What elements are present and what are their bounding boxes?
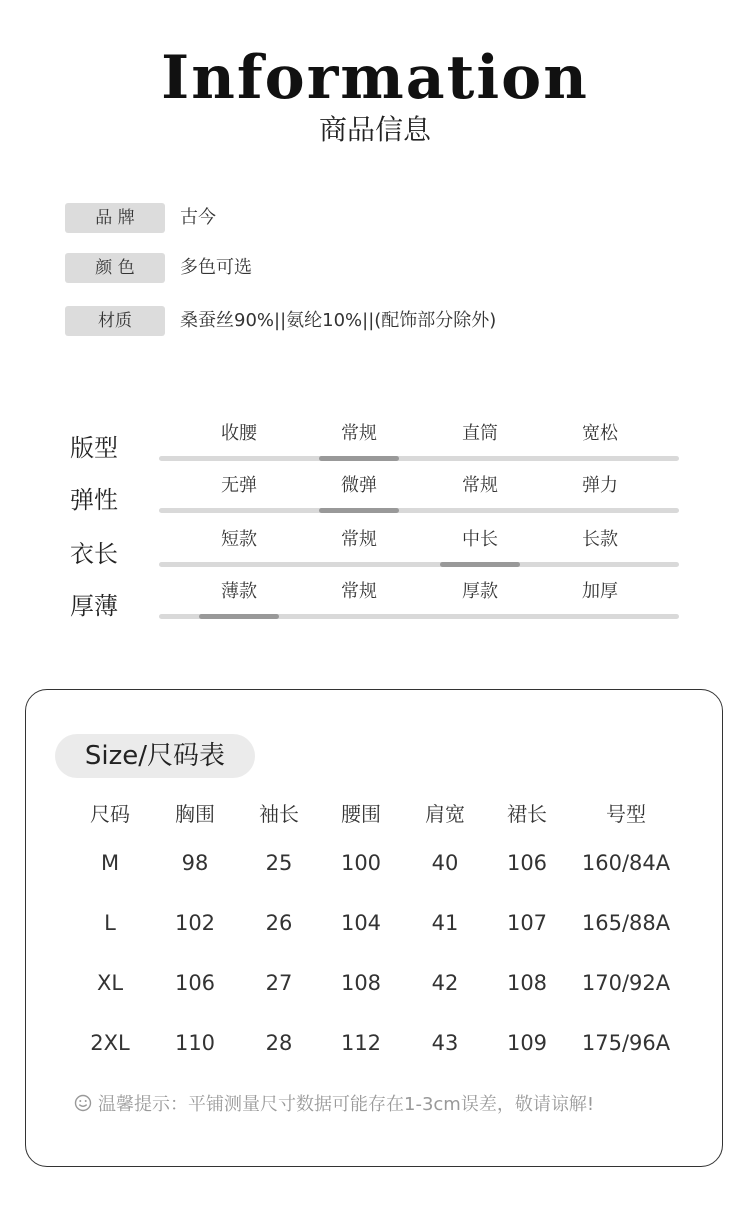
attribute-option: 常规 xyxy=(341,529,377,550)
size-table-header: 腰围 xyxy=(341,802,381,826)
attribute-option: 中长 xyxy=(462,529,498,550)
smiley-icon xyxy=(74,1094,92,1117)
info-value: 桑蚕丝90%||氨纶10%||(配饰部分除外) xyxy=(180,310,497,331)
size-table-header: 袖长 xyxy=(259,802,299,826)
size-table-cell: 42 xyxy=(431,971,459,995)
size-table-header: 裙长 xyxy=(507,802,547,826)
size-table-cell: 25 xyxy=(265,851,293,875)
size-chart-title: Size/尺码表 xyxy=(55,734,255,778)
attribute-option: 长款 xyxy=(582,529,618,550)
title-chinese: 商品信息 xyxy=(318,113,431,146)
size-table-header: 号型 xyxy=(606,802,646,826)
size-table-cell: 109 xyxy=(506,1031,548,1055)
size-table-cell: 170/92A xyxy=(581,971,671,995)
attribute-option: 收腰 xyxy=(221,423,257,444)
attribute-selected-marker xyxy=(319,456,399,461)
size-table-cell: 43 xyxy=(431,1031,459,1055)
size-table-cell: 106 xyxy=(174,971,216,995)
size-table-cell: 26 xyxy=(265,911,293,935)
size-table-cell: 106 xyxy=(506,851,548,875)
size-table-cell: 112 xyxy=(340,1031,382,1055)
size-table-cell: 98 xyxy=(181,851,209,875)
attribute-option: 直筒 xyxy=(462,423,498,444)
attribute-row xyxy=(0,580,750,630)
size-table-header: 肩宽 xyxy=(425,802,465,826)
attribute-track xyxy=(159,562,679,567)
info-label: 品 牌 xyxy=(65,203,165,233)
size-table-cell: L xyxy=(104,911,116,935)
attribute-selected-marker xyxy=(319,508,399,513)
size-table-cell: 104 xyxy=(340,911,382,935)
measurement-tip xyxy=(74,1090,594,1117)
attribute-selected-marker xyxy=(440,562,520,567)
size-table-cell: 110 xyxy=(174,1031,216,1055)
info-value: 多色可选 xyxy=(180,257,252,278)
attribute-option: 常规 xyxy=(341,581,377,602)
size-table-cell: 108 xyxy=(340,971,382,995)
info-label: 颜 色 xyxy=(65,253,165,283)
attribute-label: 版型 xyxy=(70,434,118,462)
size-table-cell: 107 xyxy=(506,911,548,935)
size-chart-card xyxy=(25,689,723,1167)
size-table-cell: 160/84A xyxy=(581,851,671,875)
title-english: Information xyxy=(161,43,589,113)
size-table-cell: XL xyxy=(96,971,124,995)
size-table-cell: 175/96A xyxy=(581,1031,671,1055)
size-table-header: 胸围 xyxy=(175,802,215,826)
attribute-option: 厚款 xyxy=(462,581,498,602)
attribute-row xyxy=(0,474,750,524)
attribute-track xyxy=(159,456,679,461)
attribute-option: 宽松 xyxy=(582,423,618,444)
info-label: 材质 xyxy=(65,306,165,336)
attribute-option: 常规 xyxy=(341,423,377,444)
attribute-option: 薄款 xyxy=(221,581,257,602)
attribute-track xyxy=(159,508,679,513)
attribute-option: 无弹 xyxy=(221,475,257,496)
size-table-cell: 108 xyxy=(506,971,548,995)
attribute-option: 弹力 xyxy=(582,475,618,496)
attribute-option: 常规 xyxy=(462,475,498,496)
info-value: 古今 xyxy=(180,207,216,228)
size-table-cell: M xyxy=(100,851,120,875)
attribute-selected-marker xyxy=(199,614,279,619)
size-table-cell: 40 xyxy=(431,851,459,875)
attribute-label: 厚薄 xyxy=(70,592,118,620)
size-table-header: 尺码 xyxy=(90,802,130,826)
attribute-option: 微弹 xyxy=(341,475,377,496)
attribute-option: 加厚 xyxy=(582,581,618,602)
size-table-cell: 2XL xyxy=(90,1031,130,1055)
attribute-label: 弹性 xyxy=(70,486,118,514)
attribute-row xyxy=(0,528,750,578)
size-table-cell: 165/88A xyxy=(581,911,671,935)
measurement-tip-text: 温馨提示：平铺测量尺寸数据可能存在1-3cm误差，敬请谅解! xyxy=(98,1094,595,1115)
size-table-cell: 100 xyxy=(340,851,382,875)
attribute-option: 短款 xyxy=(221,529,257,550)
attribute-row xyxy=(0,422,750,472)
attribute-label: 衣长 xyxy=(70,540,118,568)
size-table-cell: 41 xyxy=(431,911,459,935)
size-table-cell: 102 xyxy=(174,911,216,935)
size-table-cell: 27 xyxy=(265,971,293,995)
size-table-cell: 28 xyxy=(265,1031,293,1055)
